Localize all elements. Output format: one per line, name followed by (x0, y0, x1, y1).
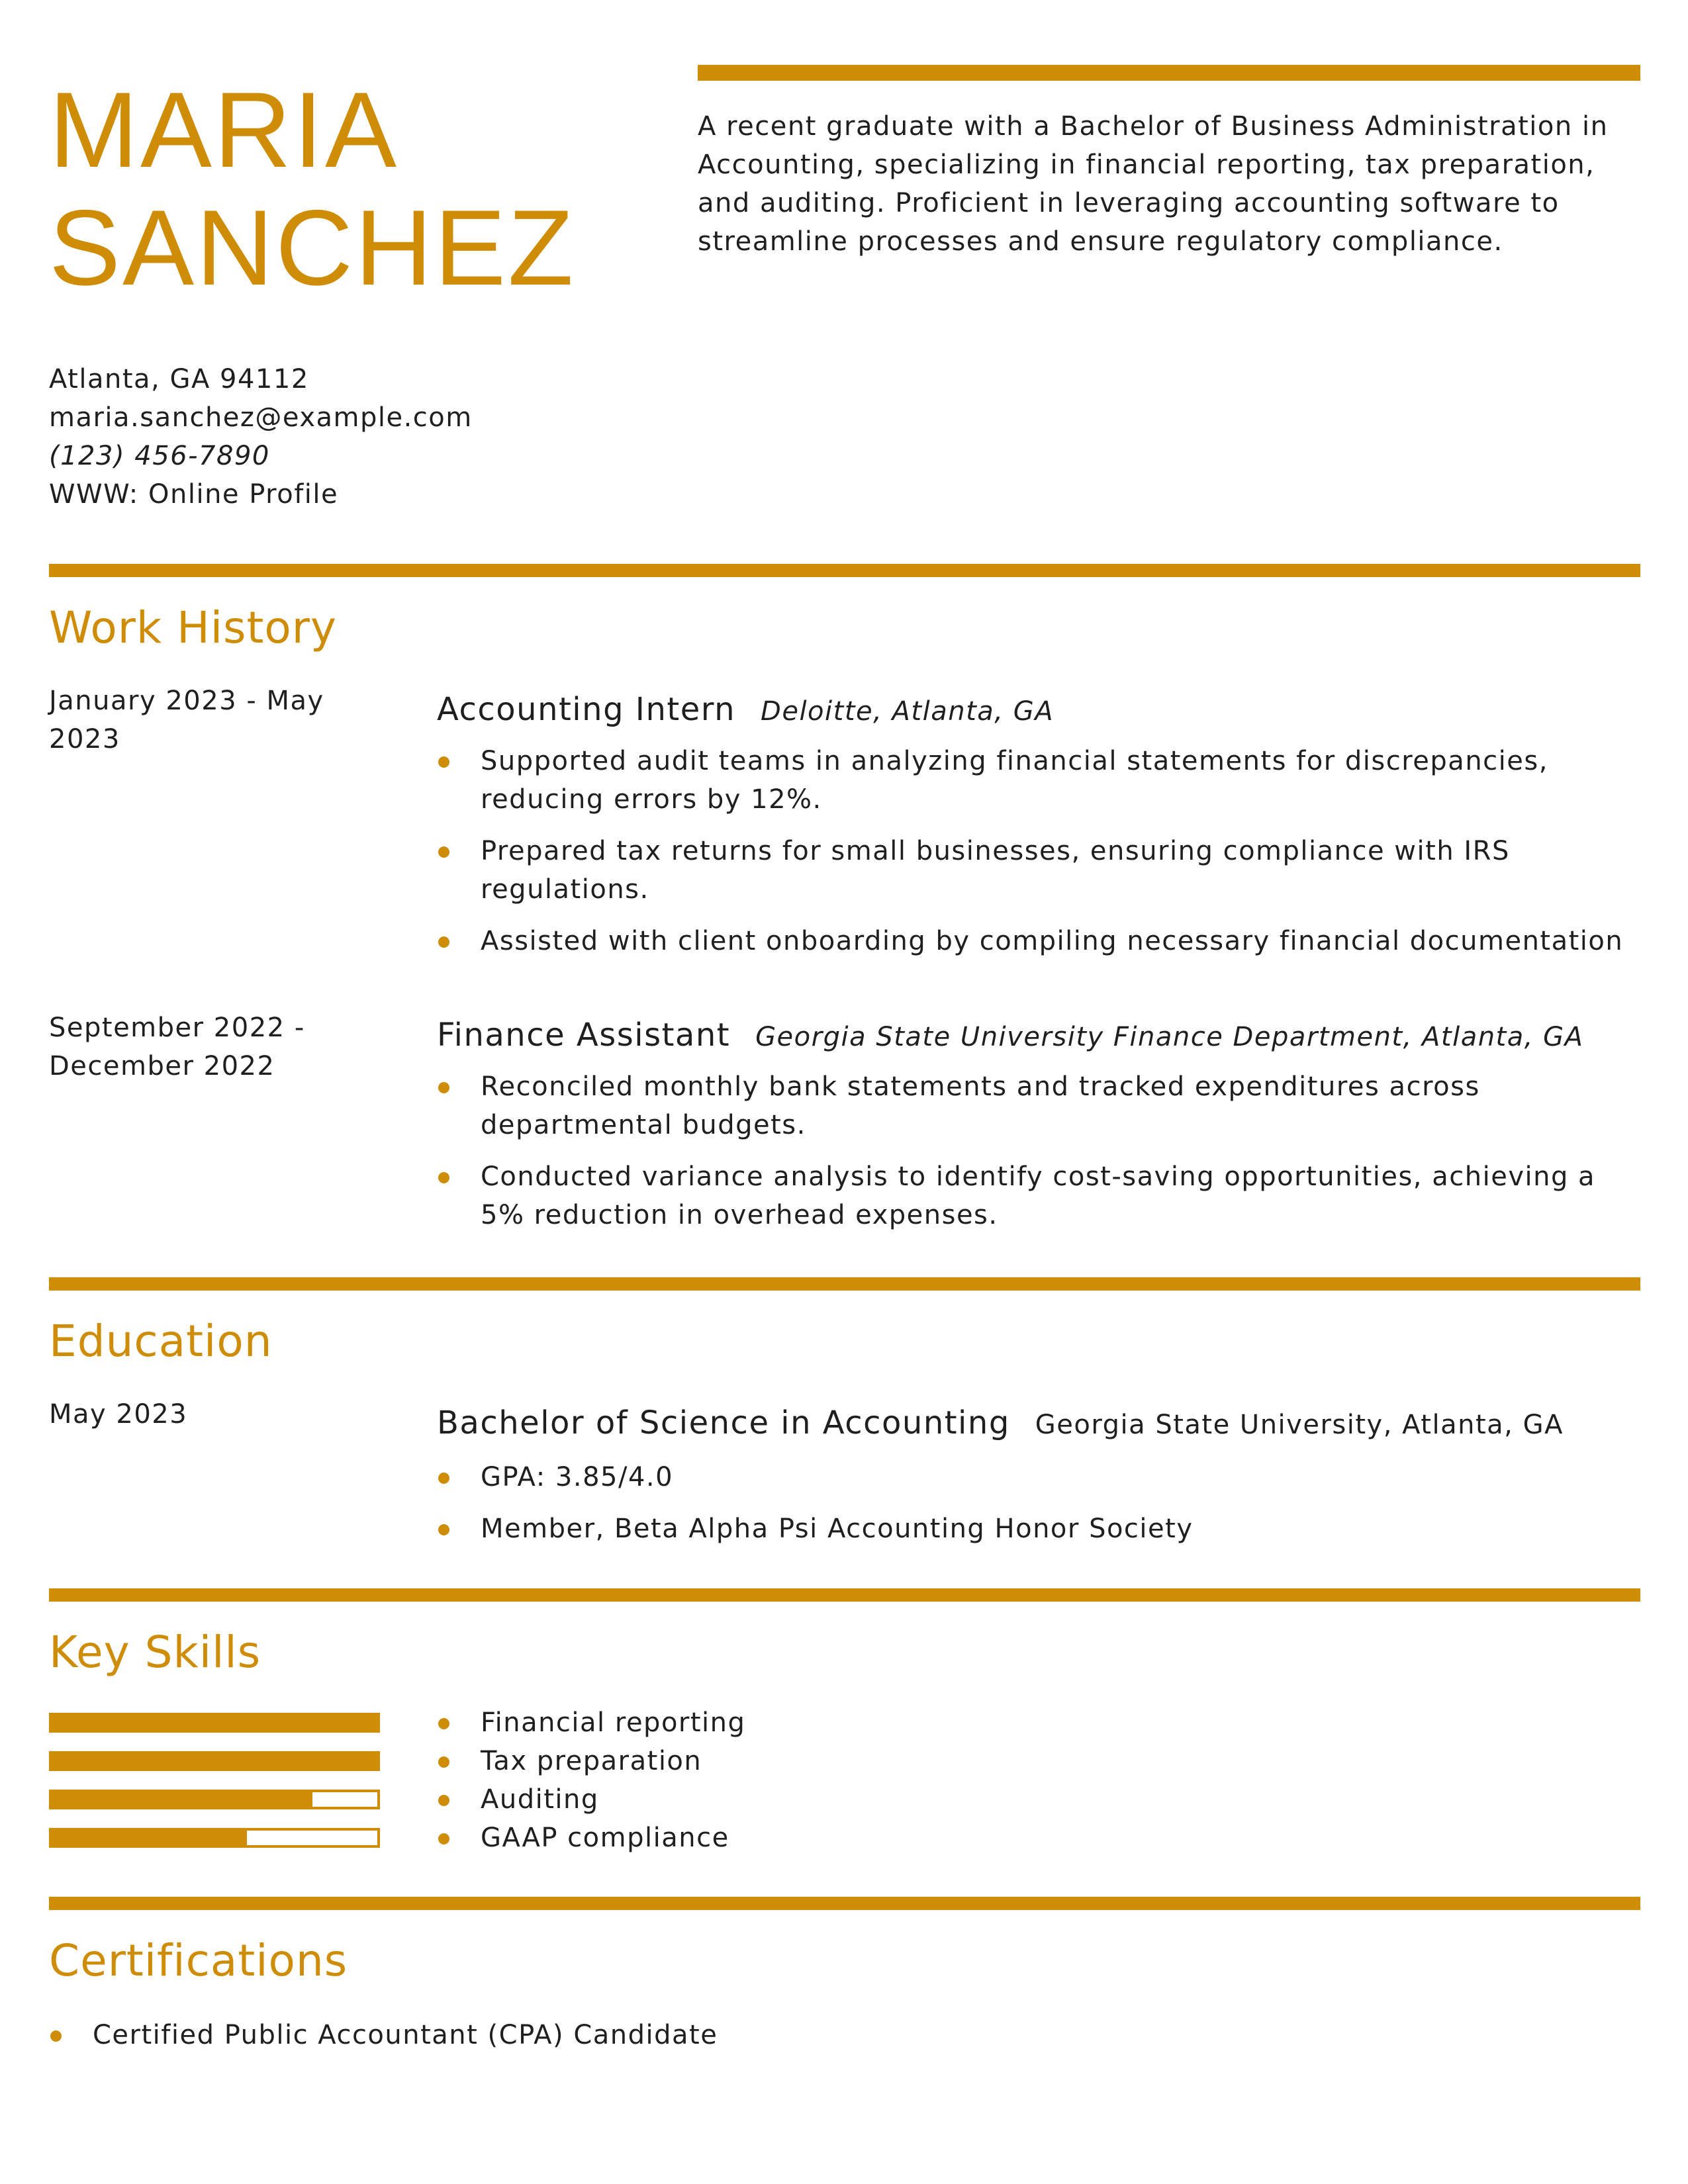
education-degree: Bachelor of Science in Accounting (437, 1404, 1010, 1441)
skills-list (437, 1704, 1640, 1857)
candidate-name (49, 71, 645, 307)
list-item: Reconciled monthly bank statements and tracked expenditures across departmental budgets. (437, 1068, 1640, 1144)
education-school: Georgia State University, Atlanta, GA (1035, 1410, 1564, 1440)
key-skills-heading: Key Skills (49, 1627, 261, 1678)
skill-level-bar (49, 1751, 380, 1771)
education-date: May 2023 (49, 1399, 188, 1430)
list-item: GAAP compliance (437, 1819, 1640, 1857)
list-item: Certified Public Accountant (CPA) Candidate (49, 2016, 1252, 2054)
contact-location: Atlanta, GA 94112 (49, 364, 309, 394)
job-1-dates: January 2023 - May 2023 (49, 686, 324, 754)
list-item: Tax preparation (437, 1742, 1640, 1780)
first-name: MARIA (49, 70, 399, 190)
education-heading: Education (49, 1316, 273, 1367)
certifications-list (49, 2016, 1252, 2054)
certifications-heading: Certifications (49, 1935, 348, 1986)
job-2-header (437, 1014, 1640, 1058)
job-1-role: Accounting Intern (437, 691, 736, 728)
job-1-org: Deloitte, Atlanta, GA (761, 696, 1055, 727)
job-2 (437, 1014, 1640, 1234)
list-item: GPA: 3.85/4.0 (437, 1458, 1640, 1496)
job-2-org: Georgia State University Finance Department, Atlanta, GA (755, 1022, 1584, 1052)
last-name: SANCHEZ (49, 188, 576, 308)
work-history-heading: Work History (49, 602, 337, 653)
certifications-list-wrapper (49, 2016, 1252, 2054)
job-1 (437, 688, 1640, 960)
list-item: Prepared tax returns for small businesses, ensuring compliance with IRS regulations. (437, 832, 1640, 909)
section-divider (49, 564, 1640, 577)
contact-info (49, 360, 645, 514)
list-item: Conducted variance analysis to identify cost-saving opportunities, achieving a 5% reduction in overhead expenses. (437, 1158, 1640, 1234)
job-2-bullets (437, 1068, 1640, 1234)
contact-phone[interactable]: (123) 456-7890 (49, 441, 270, 471)
skill-level-bar (49, 1713, 380, 1733)
section-divider (49, 1897, 1640, 1910)
education-bullets (437, 1458, 1640, 1548)
skill-level-fill (52, 1715, 377, 1730)
contact-website[interactable]: WWW: Online Profile (49, 479, 339, 510)
section-divider (49, 1277, 1640, 1291)
skill-level-bar (49, 1790, 380, 1809)
skills-list-wrapper (437, 1704, 1640, 1857)
skill-level-fill (52, 1792, 312, 1807)
job-2-role: Finance Assistant (437, 1017, 731, 1054)
list-item: Financial reporting (437, 1704, 1640, 1742)
header-divider (698, 65, 1640, 81)
skill-level-fill (52, 1831, 247, 1845)
job-1-header (437, 688, 1640, 733)
list-item: Supported audit teams in analyzing financial statements for discrepancies, reducing errors by 12%. (437, 742, 1640, 819)
education-entry (437, 1402, 1640, 1548)
contact-email[interactable]: maria.sanchez@example.com (49, 402, 473, 433)
job-2-dates: September 2022 - December 2022 (49, 1013, 305, 1081)
job-1-bullets (437, 742, 1640, 960)
list-item: Member, Beta Alpha Psi Accounting Honor Society (437, 1510, 1640, 1548)
professional-summary: A recent graduate with a Bachelor of Business Administration in Accounting, specializing in financial reporting, tax preparation, and auditing. Proficient in leveraging accounting software to streamline processes and ensure regulatory compliance. (698, 111, 1609, 257)
education-header (437, 1402, 1640, 1446)
section-divider (49, 1588, 1640, 1602)
list-item: Assisted with client onboarding by compiling necessary financial documentation (437, 922, 1640, 960)
skill-level-bar (49, 1828, 380, 1848)
list-item: Auditing (437, 1780, 1640, 1819)
skill-level-fill (52, 1754, 377, 1768)
